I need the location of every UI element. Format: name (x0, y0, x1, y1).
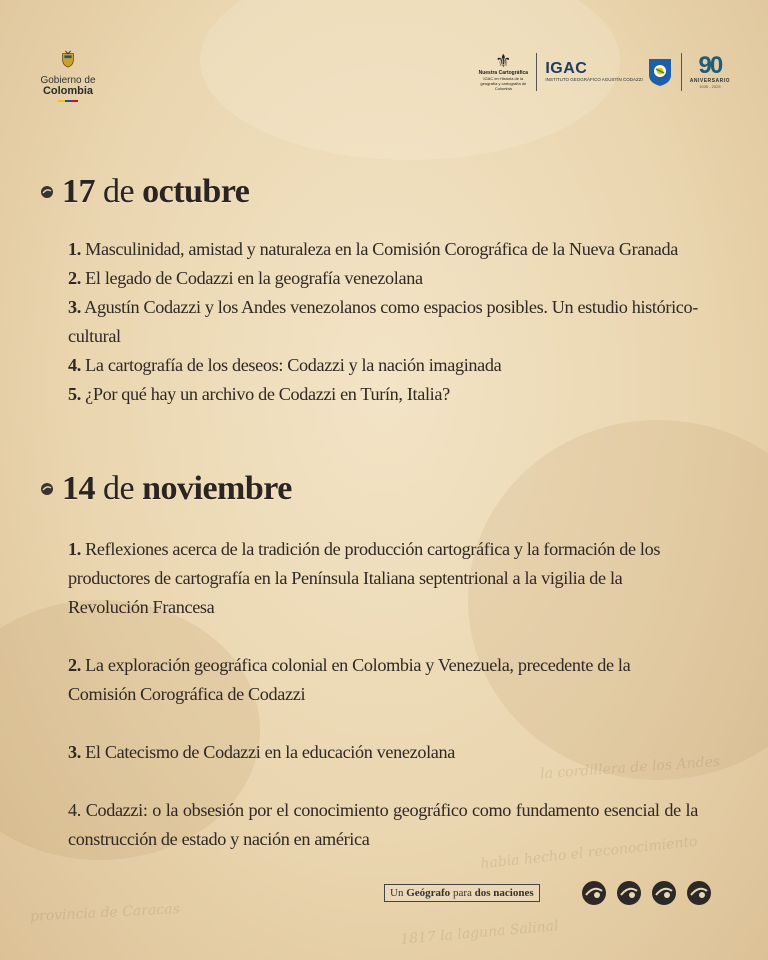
nuestra-cartografica-logo (478, 52, 528, 91)
igac-acronym: IGAC (545, 60, 588, 77)
divider (681, 53, 682, 91)
seal-bullet-icon (40, 185, 54, 199)
seal-icon (616, 880, 642, 906)
item-text: Agustín Codazzi y los Andes venezolanos como espacios posibles. Un estudio histórico-cultural (68, 297, 698, 346)
topics-list-november (68, 535, 698, 854)
background-script: 1817 la laguna Salinal (399, 918, 560, 948)
igac-logo (545, 57, 672, 87)
anniversary-number: 90 (698, 52, 722, 79)
heading-month: noviembre (142, 470, 292, 507)
heading-day: 14 (62, 470, 95, 507)
tagline-part: para (452, 887, 472, 899)
list-item (68, 351, 698, 380)
section-heading-october (40, 173, 249, 211)
tagline-part: Geógrafo (406, 887, 451, 899)
section-heading-november (40, 470, 292, 508)
item-text: La cartografía de los deseos: Codazzi y la nación imaginada (85, 355, 502, 375)
item-text: El legado de Codazzi en la geografía venezolana (85, 268, 423, 288)
list-item (68, 264, 698, 293)
background-script: habia hecho el reconocimiento (479, 833, 699, 873)
gov-logo-line1: Gobierno de (40, 75, 96, 86)
item-number: 1. (68, 239, 81, 259)
gobierno-de-colombia-logo (38, 50, 98, 102)
anniversary-years: 1935 - 2025 (699, 84, 721, 89)
igac-emblem-icon (647, 57, 673, 87)
seal-icon (686, 880, 712, 906)
item-text: Codazzi: o la obsesión por el conocimiento geográfico como fundamento esencial de la construcción de estado y nación en américa (68, 800, 698, 849)
item-number: 1. (68, 539, 81, 559)
list-item (68, 235, 698, 264)
item-number: 3. (68, 297, 81, 317)
divider (536, 53, 537, 91)
list-item (68, 738, 698, 767)
seal-icon (581, 880, 607, 906)
item-number: 4. (68, 355, 81, 375)
list-item (68, 293, 698, 351)
flag-stripe (58, 100, 78, 102)
item-text: La exploración geográfica colonial en Colombia y Venezuela, precedente de la Comisión Corográfica de Codazzi (68, 655, 631, 704)
heading-de: de (103, 470, 135, 507)
item-number: 2. (68, 655, 81, 675)
anniversary-label: ANIVERSARIO (689, 78, 730, 84)
item-number: 4. (68, 800, 81, 820)
list-item (68, 380, 698, 409)
partner-logos (478, 52, 730, 91)
background-script: la cordillera de los Andes (539, 753, 721, 783)
footer-seals (581, 880, 712, 906)
item-text: Masculinidad, amistad y naturaleza en la Comisión Corográfica de la Nueva Granada (85, 239, 678, 259)
gov-logo-line2: Colombia (42, 85, 94, 97)
list-item (68, 535, 698, 622)
coat-of-arms-icon (59, 50, 77, 68)
topics-list-october (68, 235, 698, 409)
tagline-part: Un (390, 887, 404, 899)
seal-bullet-icon (40, 482, 54, 496)
item-text: ¿Por qué hay un archivo de Codazzi en Turín, Italia? (85, 384, 450, 404)
item-number: 5. (68, 384, 81, 404)
list-item (68, 651, 698, 709)
item-number: 3. (68, 742, 81, 762)
igac-name: INSTITUTO GEOGRÁFICO AGUSTÍN CODAZZI (545, 77, 643, 82)
hub-logo-title: Nuestra Cartográfica (478, 70, 529, 76)
footer-tagline (384, 884, 540, 902)
seal-icon (651, 880, 677, 906)
heading-day: 17 (62, 173, 95, 210)
heading-month: octubre (142, 173, 250, 210)
item-text: Reflexiones acerca de la tradición de producción cartográfica y la formación de los productores de cartografía en la Península Italiana septentrional a la vigilia de la Revolución Francesa (68, 539, 661, 617)
background-script: provincia de Caracas (29, 901, 181, 925)
anniversary-logo (690, 54, 730, 89)
tagline-part: dos naciones (474, 887, 534, 899)
fleur-icon: ⚜ (495, 51, 512, 71)
hub-logo-subtitle: IGAC en Historia de la geografía y cartografía de Colombia (480, 76, 527, 91)
item-number: 2. (68, 268, 81, 288)
heading-de: de (103, 173, 135, 210)
list-item (68, 796, 698, 854)
item-text: El Catecismo de Codazzi en la educación venezolana (85, 742, 455, 762)
